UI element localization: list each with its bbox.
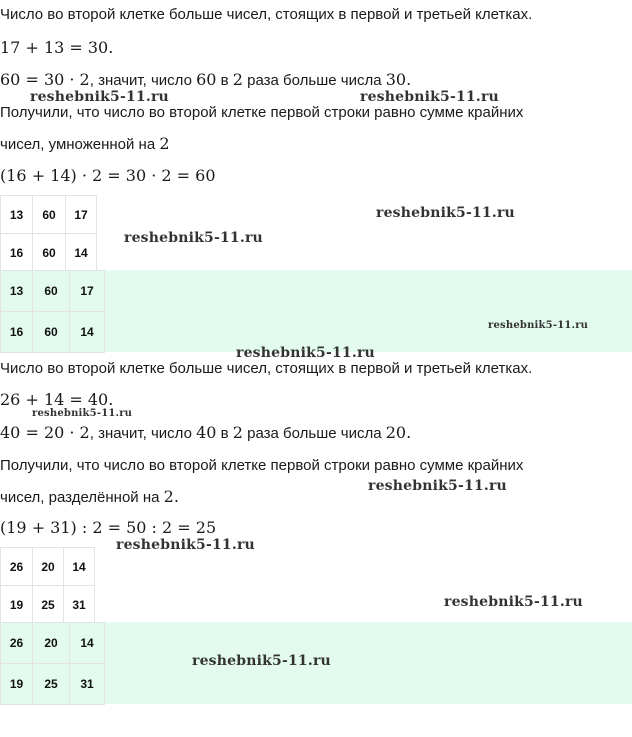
watermark: reshebnik5-11.ru (124, 230, 263, 246)
s1-equation-sum: 17 + 13 = 30. (0, 38, 114, 57)
s2-text-a: , значит, число (89, 425, 197, 442)
s1-rule-text: чисел, умноженной на (0, 136, 160, 153)
watermark: reshebnik5-11.ru (30, 89, 169, 105)
table-cell: 14 (70, 312, 105, 353)
s2-math-d: 20. (385, 423, 412, 442)
table-row (1, 623, 105, 664)
s2-equation-rule: (19 + 31) : 2 = 50 : 2 = 25 (0, 518, 217, 537)
table-cell: 25 (33, 664, 70, 705)
s1-rule-math: 2 (159, 134, 170, 153)
table-cell: 14 (64, 548, 95, 586)
s1-math-d: 30. (385, 70, 412, 89)
s2-math-a: 40 = 20 · 2 (0, 423, 90, 442)
s1-number-table (0, 195, 97, 272)
table-cell: 14 (66, 234, 97, 272)
table-row (1, 196, 97, 234)
s1-statement-line: Число во второй клетке больше чисел, стоящих в первой и третьей клетках. (0, 6, 533, 23)
table-cell: 19 (1, 664, 33, 705)
watermark: reshebnik5-11.ru (32, 408, 133, 419)
table-row (1, 271, 105, 312)
table-cell: 16 (1, 312, 33, 353)
table-cell: 20 (33, 548, 64, 586)
table-cell: 13 (1, 196, 33, 234)
watermark: reshebnik5-11.ru (192, 653, 331, 669)
s1-text-a: , значит, число (89, 72, 197, 89)
s1-rule-line-2 (0, 135, 170, 154)
s2-text-c: раза больше числа (242, 425, 386, 442)
table-cell: 26 (1, 623, 33, 664)
table-cell: 14 (70, 623, 105, 664)
s1-rule-line: Получили, что число во второй клетке первой строки равно сумме крайних (0, 104, 524, 121)
s1-math-c: 2 (232, 70, 243, 89)
table-cell: 19 (1, 586, 33, 624)
table-row (1, 586, 95, 624)
s2-rule-line: Получили, что число во второй клетке первой строки равно сумме крайних (0, 457, 524, 474)
s1-number-table-highlighted (0, 270, 105, 353)
table-cell: 13 (1, 271, 33, 312)
s2-equation-sum: 26 + 14 = 40. (0, 390, 114, 409)
table-cell: 17 (70, 271, 105, 312)
s2-number-table-highlighted (0, 622, 105, 705)
watermark: reshebnik5-11.ru (360, 89, 499, 105)
s2-text-b: в (216, 425, 233, 442)
table-row (1, 548, 95, 586)
watermark: reshebnik5-11.ru (236, 345, 375, 361)
s2-number-table (0, 547, 95, 624)
watermark: reshebnik5-11.ru (376, 205, 515, 221)
table-row (1, 664, 105, 705)
table-cell: 20 (33, 623, 70, 664)
s2-rule-text: чисел, разделённой на (0, 489, 164, 506)
watermark: reshebnik5-11.ru (488, 320, 589, 331)
s1-text-c: раза больше числа (242, 72, 386, 89)
table-cell: 60 (33, 234, 66, 272)
watermark: reshebnik5-11.ru (116, 537, 255, 553)
table-cell: 31 (70, 664, 105, 705)
table-cell: 16 (1, 234, 33, 272)
table-cell: 60 (33, 196, 66, 234)
s1-text-b: в (216, 72, 233, 89)
s2-math-b: 40 (196, 423, 217, 442)
table-cell: 31 (64, 586, 95, 624)
table-row (1, 234, 97, 272)
watermark: reshebnik5-11.ru (444, 594, 583, 610)
table-row (1, 312, 105, 353)
s1-equation-rule: (16 + 14) · 2 = 30 · 2 = 60 (0, 166, 216, 185)
table-cell: 25 (33, 586, 64, 624)
table-cell: 17 (66, 196, 97, 234)
s1-conclusion-line (0, 71, 411, 90)
watermark: reshebnik5-11.ru (368, 478, 507, 494)
s2-rule-line-2 (0, 488, 179, 507)
table-cell: 60 (33, 271, 70, 312)
s1-math-b: 60 (196, 70, 217, 89)
s2-conclusion-line (0, 424, 411, 443)
table-cell: 60 (33, 312, 70, 353)
table-cell: 26 (1, 548, 33, 586)
s2-math-c: 2 (232, 423, 243, 442)
s2-rule-math: 2. (163, 487, 179, 506)
s2-statement-line: Число во второй клетке больше чисел, стоящих в первой и третьей клетках. (0, 360, 533, 377)
s1-math-a: 60 = 30 · 2 (0, 70, 90, 89)
